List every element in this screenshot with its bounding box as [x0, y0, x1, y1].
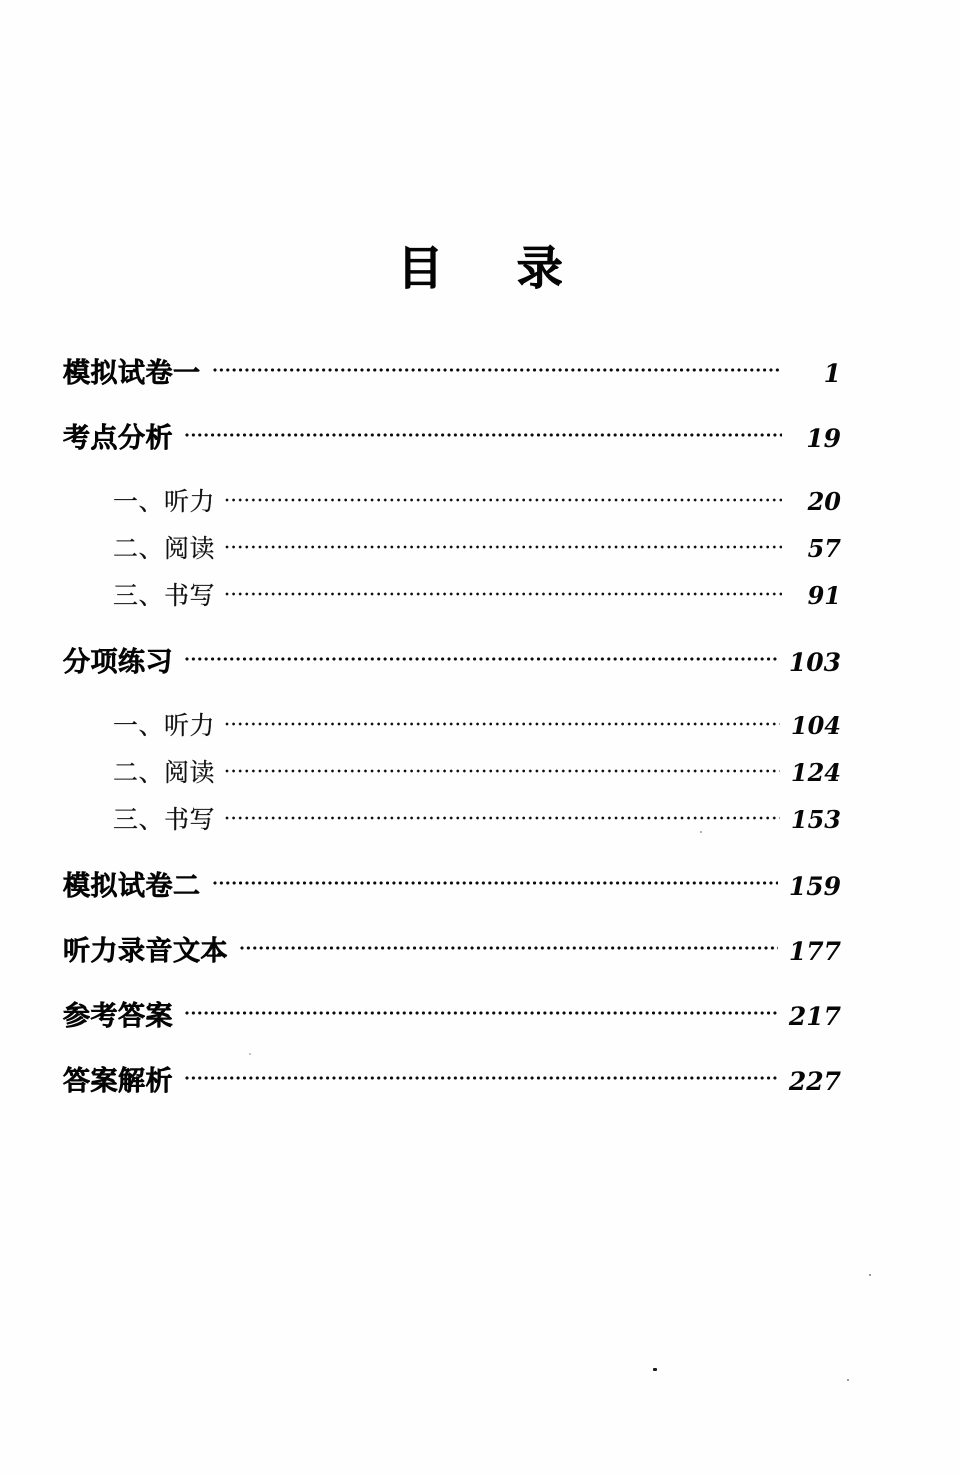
page-title: 目 录 — [397, 241, 577, 295]
toc-entry-page-number: 19 — [806, 424, 841, 453]
toc-entry-page-number: 104 — [790, 711, 841, 740]
toc-entry-page-number: 227 — [788, 1067, 841, 1096]
toc-entry-label: 一、听力 — [113, 711, 216, 740]
scan-artifact-speck — [847, 1379, 849, 1381]
toc-dot-leader — [225, 576, 782, 604]
toc-entry-label: 一、听力 — [113, 487, 216, 516]
toc-dot-leader — [225, 482, 782, 510]
toc-entry[interactable] — [113, 529, 841, 576]
toc-dot-leader — [225, 800, 780, 828]
toc-entry[interactable] — [63, 995, 841, 1060]
toc-dot-leader — [185, 994, 778, 1024]
toc-entry[interactable] — [63, 417, 841, 482]
toc-dot-leader — [185, 1059, 778, 1089]
toc-entry[interactable] — [113, 482, 841, 529]
toc-entry-page-number: 159 — [788, 872, 841, 901]
toc-entry-label: 参考答案 — [63, 1001, 173, 1032]
toc-dot-leader — [185, 640, 778, 670]
scan-artifact-speck — [869, 1274, 871, 1276]
scan-artifact-speck — [700, 831, 702, 833]
toc-entry-page-number: 124 — [790, 758, 841, 787]
toc-entry-page-number: 1 — [823, 359, 841, 388]
toc-dot-leader — [225, 706, 780, 734]
scan-artifact-speck — [249, 1053, 251, 1055]
toc-entry-label: 二、阅读 — [113, 758, 216, 787]
toc-dot-leader — [185, 416, 782, 446]
toc-entry[interactable] — [63, 930, 841, 995]
scan-artifact-speck — [653, 1368, 657, 1371]
toc-dot-leader — [213, 864, 778, 894]
toc-entry-label: 二、阅读 — [113, 534, 216, 563]
toc-entry-label: 听力录音文本 — [63, 936, 228, 967]
toc-entry[interactable] — [113, 800, 841, 847]
toc-entry[interactable] — [113, 706, 841, 753]
toc-entry-label: 考点分析 — [63, 423, 173, 454]
toc-entry-label: 模拟试卷二 — [63, 871, 201, 902]
toc-entry-page-number: 103 — [788, 648, 841, 677]
toc-entry-page-number: 217 — [788, 1002, 841, 1031]
toc-entry-label: 三、书写 — [113, 805, 216, 834]
toc-entry-page-number: 153 — [790, 805, 841, 834]
toc-entry-page-number: 20 — [807, 487, 841, 516]
toc-entry[interactable] — [63, 865, 841, 930]
toc-entry-label: 模拟试卷一 — [63, 358, 201, 389]
toc-entry[interactable] — [113, 576, 841, 623]
toc-entry-label: 答案解析 — [63, 1066, 173, 1097]
toc-entry-page-number: 57 — [807, 534, 841, 563]
toc-entry-page-number: 177 — [788, 937, 841, 966]
toc-entry-page-number: 91 — [807, 581, 841, 610]
table-of-contents — [63, 352, 841, 1125]
toc-dot-leader — [225, 753, 780, 781]
toc-dot-leader — [213, 351, 783, 381]
toc-dot-leader — [225, 529, 782, 557]
toc-dot-leader — [240, 929, 778, 959]
toc-entry-label: 三、书写 — [113, 581, 216, 610]
toc-entry-label: 分项练习 — [63, 647, 173, 678]
toc-entry[interactable] — [63, 352, 841, 417]
toc-entry[interactable] — [113, 753, 841, 800]
toc-entry[interactable] — [63, 641, 841, 706]
toc-entry[interactable] — [63, 1060, 841, 1125]
